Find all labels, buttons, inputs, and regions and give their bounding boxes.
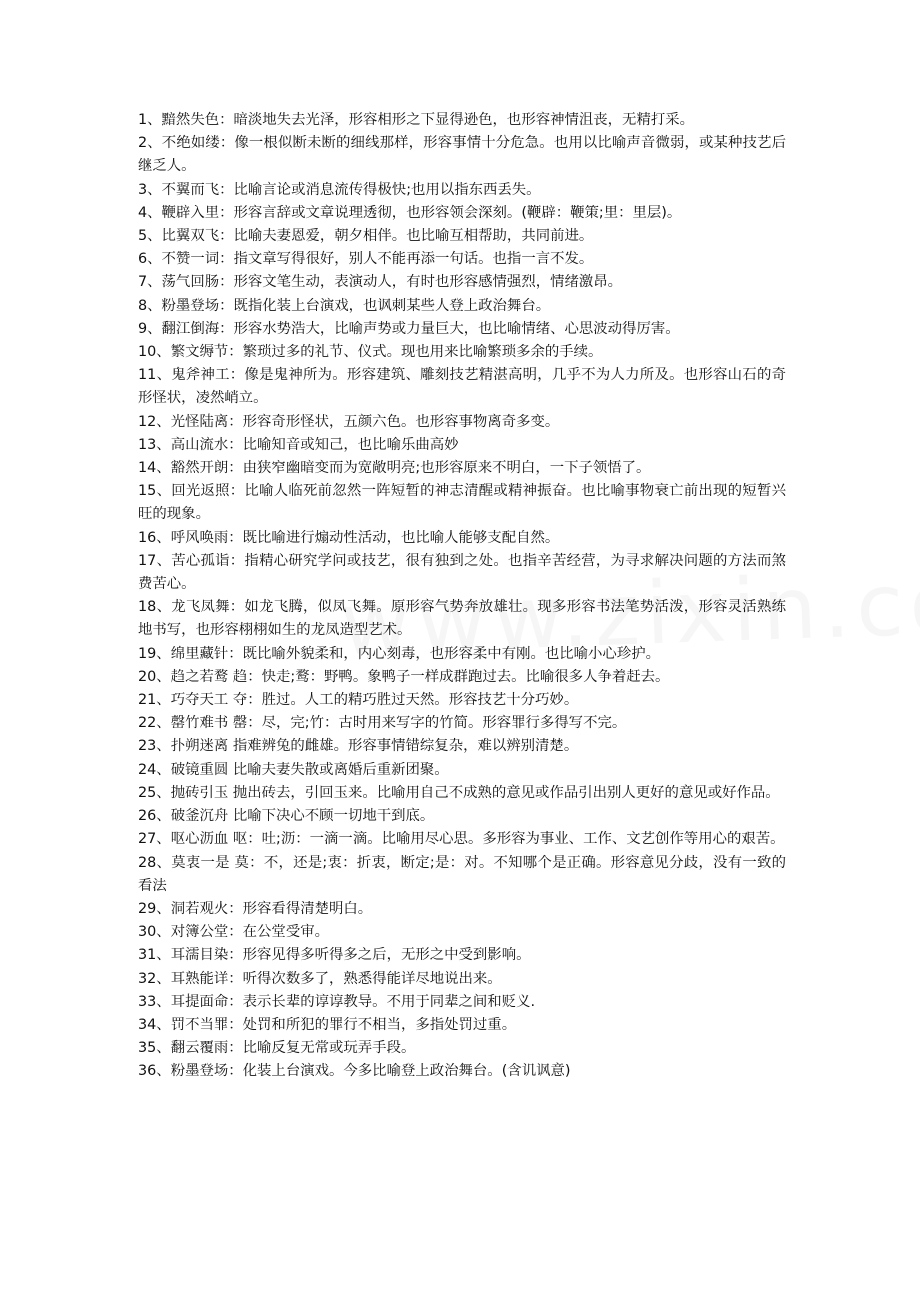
idiom-entry: 29、洞若观火：形容看得清楚明白。 bbox=[138, 900, 373, 917]
idiom-entry: 32、耳熟能详：听得次数多了，熟悉得能详尽地说出来。 bbox=[138, 970, 502, 987]
idiom-entry: 9、翻江倒海：形容水势浩大，比喻声势或力量巨大，也比喻情绪、心思波动得厉害。 bbox=[138, 320, 680, 337]
idiom-entry: 18、龙飞凤舞：如龙飞腾，似凤飞舞。原形容气势奔放雄壮。现多形容书法笔势活泼，形容灵活熟练地书写，也形容栩栩如生的龙凤造型艺术。 bbox=[138, 599, 786, 639]
idiom-entry: 27、呕心沥血 呕：吐;沥：一滴一滴。比喻用尽心思。多形容为事业、工作、文艺创作等用心的艰苦。 bbox=[138, 831, 785, 848]
idiom-entry: 4、鞭辟入里：形容言辞或文章说理透彻，也形容领会深刻。(鞭辟：鞭策;里：里层)。 bbox=[138, 204, 682, 221]
idiom-entry: 35、翻云覆雨：比喻反复无常或玩弄手段。 bbox=[138, 1040, 416, 1057]
idiom-entry: 14、豁然开朗：由狭窄幽暗变而为宽敞明亮;也形容原来不明白，一下子领悟了。 bbox=[138, 460, 651, 477]
idiom-entry: 13、高山流水：比喻知音或知己，也比喻乐曲高妙 bbox=[138, 436, 459, 453]
idiom-entry: 1、黯然失色：暗淡地失去光泽，形容相形之下显得逊色，也形容神情沮丧，无精打采。 bbox=[138, 112, 695, 128]
idiom-entry: 16、呼风唤雨：既比喻进行煽动性活动，也比喻人能够支配自然。 bbox=[138, 529, 560, 546]
idiom-entry: 8、粉墨登场：既指化装上台演戏，也讽刺某些人登上政治舞台。 bbox=[138, 297, 551, 314]
document-body bbox=[138, 109, 786, 1084]
idiom-entry: 12、光怪陆离：形容奇形怪状，五颜六色。也形容事物离奇多变。 bbox=[138, 413, 560, 430]
idiom-entry: 28、莫衷一是 莫：不，还是;衷：折衷，断定;是：对。不知哪个是正确。形容意见分歧，没有一致的看法 bbox=[138, 854, 786, 894]
idiom-entry: 23、扑朔迷离 指难辨兔的雌雄。形容事情错综复杂，难以辨别清楚。 bbox=[138, 738, 579, 755]
idiom-entry: 24、破镜重圆 比喻夫妻失散或离婚后重新团聚。 bbox=[138, 761, 449, 778]
idiom-entry: 26、破釜沉舟 比喻下决心不顾一切地干到底。 bbox=[138, 808, 435, 825]
idiom-entry: 36、粉墨登场：化装上台演戏。今多比喻登上政治舞台。(含讥讽意) bbox=[138, 1063, 571, 1080]
idiom-entry: 6、不赞一词：指文章写得很好，别人不能再添一句话。也指一言不发。 bbox=[138, 251, 594, 268]
idiom-entry: 2、不绝如缕：像一根似断未断的细线那样，形容事情十分危急。也用以比喻声音微弱，或某种技艺后继乏人。 bbox=[138, 135, 786, 175]
idiom-entry: 7、荡气回肠：形容文笔生动，表演动人，有时也形容感情强烈，情绪激昂。 bbox=[138, 274, 623, 291]
idiom-entry: 31、耳濡目染：形容见得多听得多之后，无形之中受到影响。 bbox=[138, 947, 531, 964]
idiom-entry: 11、鬼斧神工：像是鬼神所为。形容建筑、雕刻技艺精湛高明，几乎不为人力所及。也形容山石的奇形怪状，凌然峭立。 bbox=[138, 367, 786, 407]
idiom-entry: 34、罚不当罪：处罚和所犯的罪行不相当，多指处罚过重。 bbox=[138, 1016, 517, 1033]
idiom-entry: 17、苦心孤诣：指精心研究学问或技艺，很有独到之处。也指辛苦经营，为寻求解决问题的方法而煞费苦心。 bbox=[138, 552, 786, 593]
idiom-entry: 5、比翼双飞：比喻夫妻恩爱，朝夕相伴。也比喻互相帮助，共同前进。 bbox=[138, 228, 594, 245]
idiom-entry: 22、罄竹难书 罄：尽，完;竹：古时用来写字的竹简。形容罪行多得写不完。 bbox=[138, 715, 627, 732]
idiom-entry: 21、巧夺天工 夺：胜过。人工的精巧胜过天然。形容技艺十分巧妙。 bbox=[138, 692, 579, 709]
idiom-entry: 15、回光返照：比喻人临死前忽然一阵短暂的神志清醒或精神振奋。也比喻事物衰亡前出现的短暂兴旺的现象。 bbox=[138, 483, 786, 523]
idiom-entry: 19、绵里藏针：既比喻外貌柔和，内心刻毒，也形容柔中有刚。也比喻小心珍护。 bbox=[138, 645, 660, 662]
idiom-entry: 10、繁文缛节：繁琐过多的礼节、仪式。现也用来比喻繁琐多余的手续。 bbox=[138, 344, 603, 361]
idiom-entry: 30、对簿公堂：在公堂受审。 bbox=[138, 924, 329, 941]
idiom-entry: 33、耳提面命：表示长辈的谆谆教导。不用于同辈之间和贬义. bbox=[138, 993, 536, 1010]
idiom-entry: 25、抛砖引玉 抛出砖去，引回玉来。比喻用自己不成熟的意见或作品引出别人更好的意见或好作品。 bbox=[138, 784, 780, 801]
idiom-entry: 3、不翼而飞：比喻言论或消息流传得极快;也用以指东西丢失。 bbox=[138, 181, 541, 198]
idiom-entry: 20、趋之若鹜 趋：快走;鹜：野鸭。象鸭子一样成群跑过去。比喻很多人争着赶去。 bbox=[138, 668, 670, 685]
